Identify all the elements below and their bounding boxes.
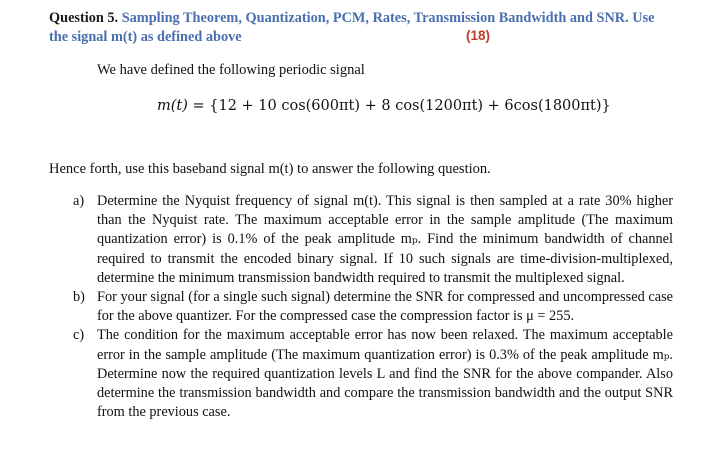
question-part-a [73, 192, 673, 288]
question-parts-list [73, 192, 673, 422]
question-part-b [73, 288, 673, 326]
part-text: For your signal (for a single such signal) determine the SNR for compressed and uncompressed case for the above quantizer. For the compressed case the compression factor is μ = 255. [97, 289, 673, 325]
part-text: The condition for the maximum acceptable error has now been relaxed. The maximum acceptable error in the sample amplitude (The maximum quantization error) is 0.3% of the peak amplitude mₚ. Determine now the required quantization levels L and find the SNR for the above compander. Also determine the transmission bandwidth and compare the transmission bandwidth and the output SNR from the previous case. [97, 327, 673, 421]
part-label: b) [73, 289, 85, 306]
question-part-c [73, 326, 673, 422]
equation-lhs: m(t) [157, 98, 188, 114]
intro-text: We have defined the following periodic signal [97, 62, 365, 78]
question-title: Sampling Theorem, Quantization, PCM, Rates, Transmission Bandwidth and SNR. Use [121, 10, 655, 26]
hence-forth-text: Hence forth, use this baseband signal m(t) to answer the following question. [49, 161, 491, 177]
question-header [49, 9, 689, 47]
signal-equation [157, 98, 611, 114]
part-text: Determine the Nyquist frequency of signal m(t). This signal is then sampled at a rate 30% higher than the Nyquist rate. The maximum acceptable error in the sample amplitude (The maximum quantization error) is 0.1% of the peak amplitude mₚ. Find the minimum bandwidth of channel required to transmit the encoded binary signal. If 10 such signals are time-division-multiplexed, determine the minimum transmission bandwidth required to transmit the multiplexed signal. [97, 193, 673, 286]
question-marks: (18) [466, 28, 491, 43]
question-label: Question 5. [49, 10, 119, 26]
equation-rhs: = {12 + 10 cos(600πt) + 8 cos(1200πt) + 6cos(1800πt)} [192, 98, 611, 114]
part-label: a) [73, 193, 85, 209]
part-label: c) [73, 327, 85, 344]
question-subtitle: the signal m(t) as defined above [49, 29, 242, 45]
